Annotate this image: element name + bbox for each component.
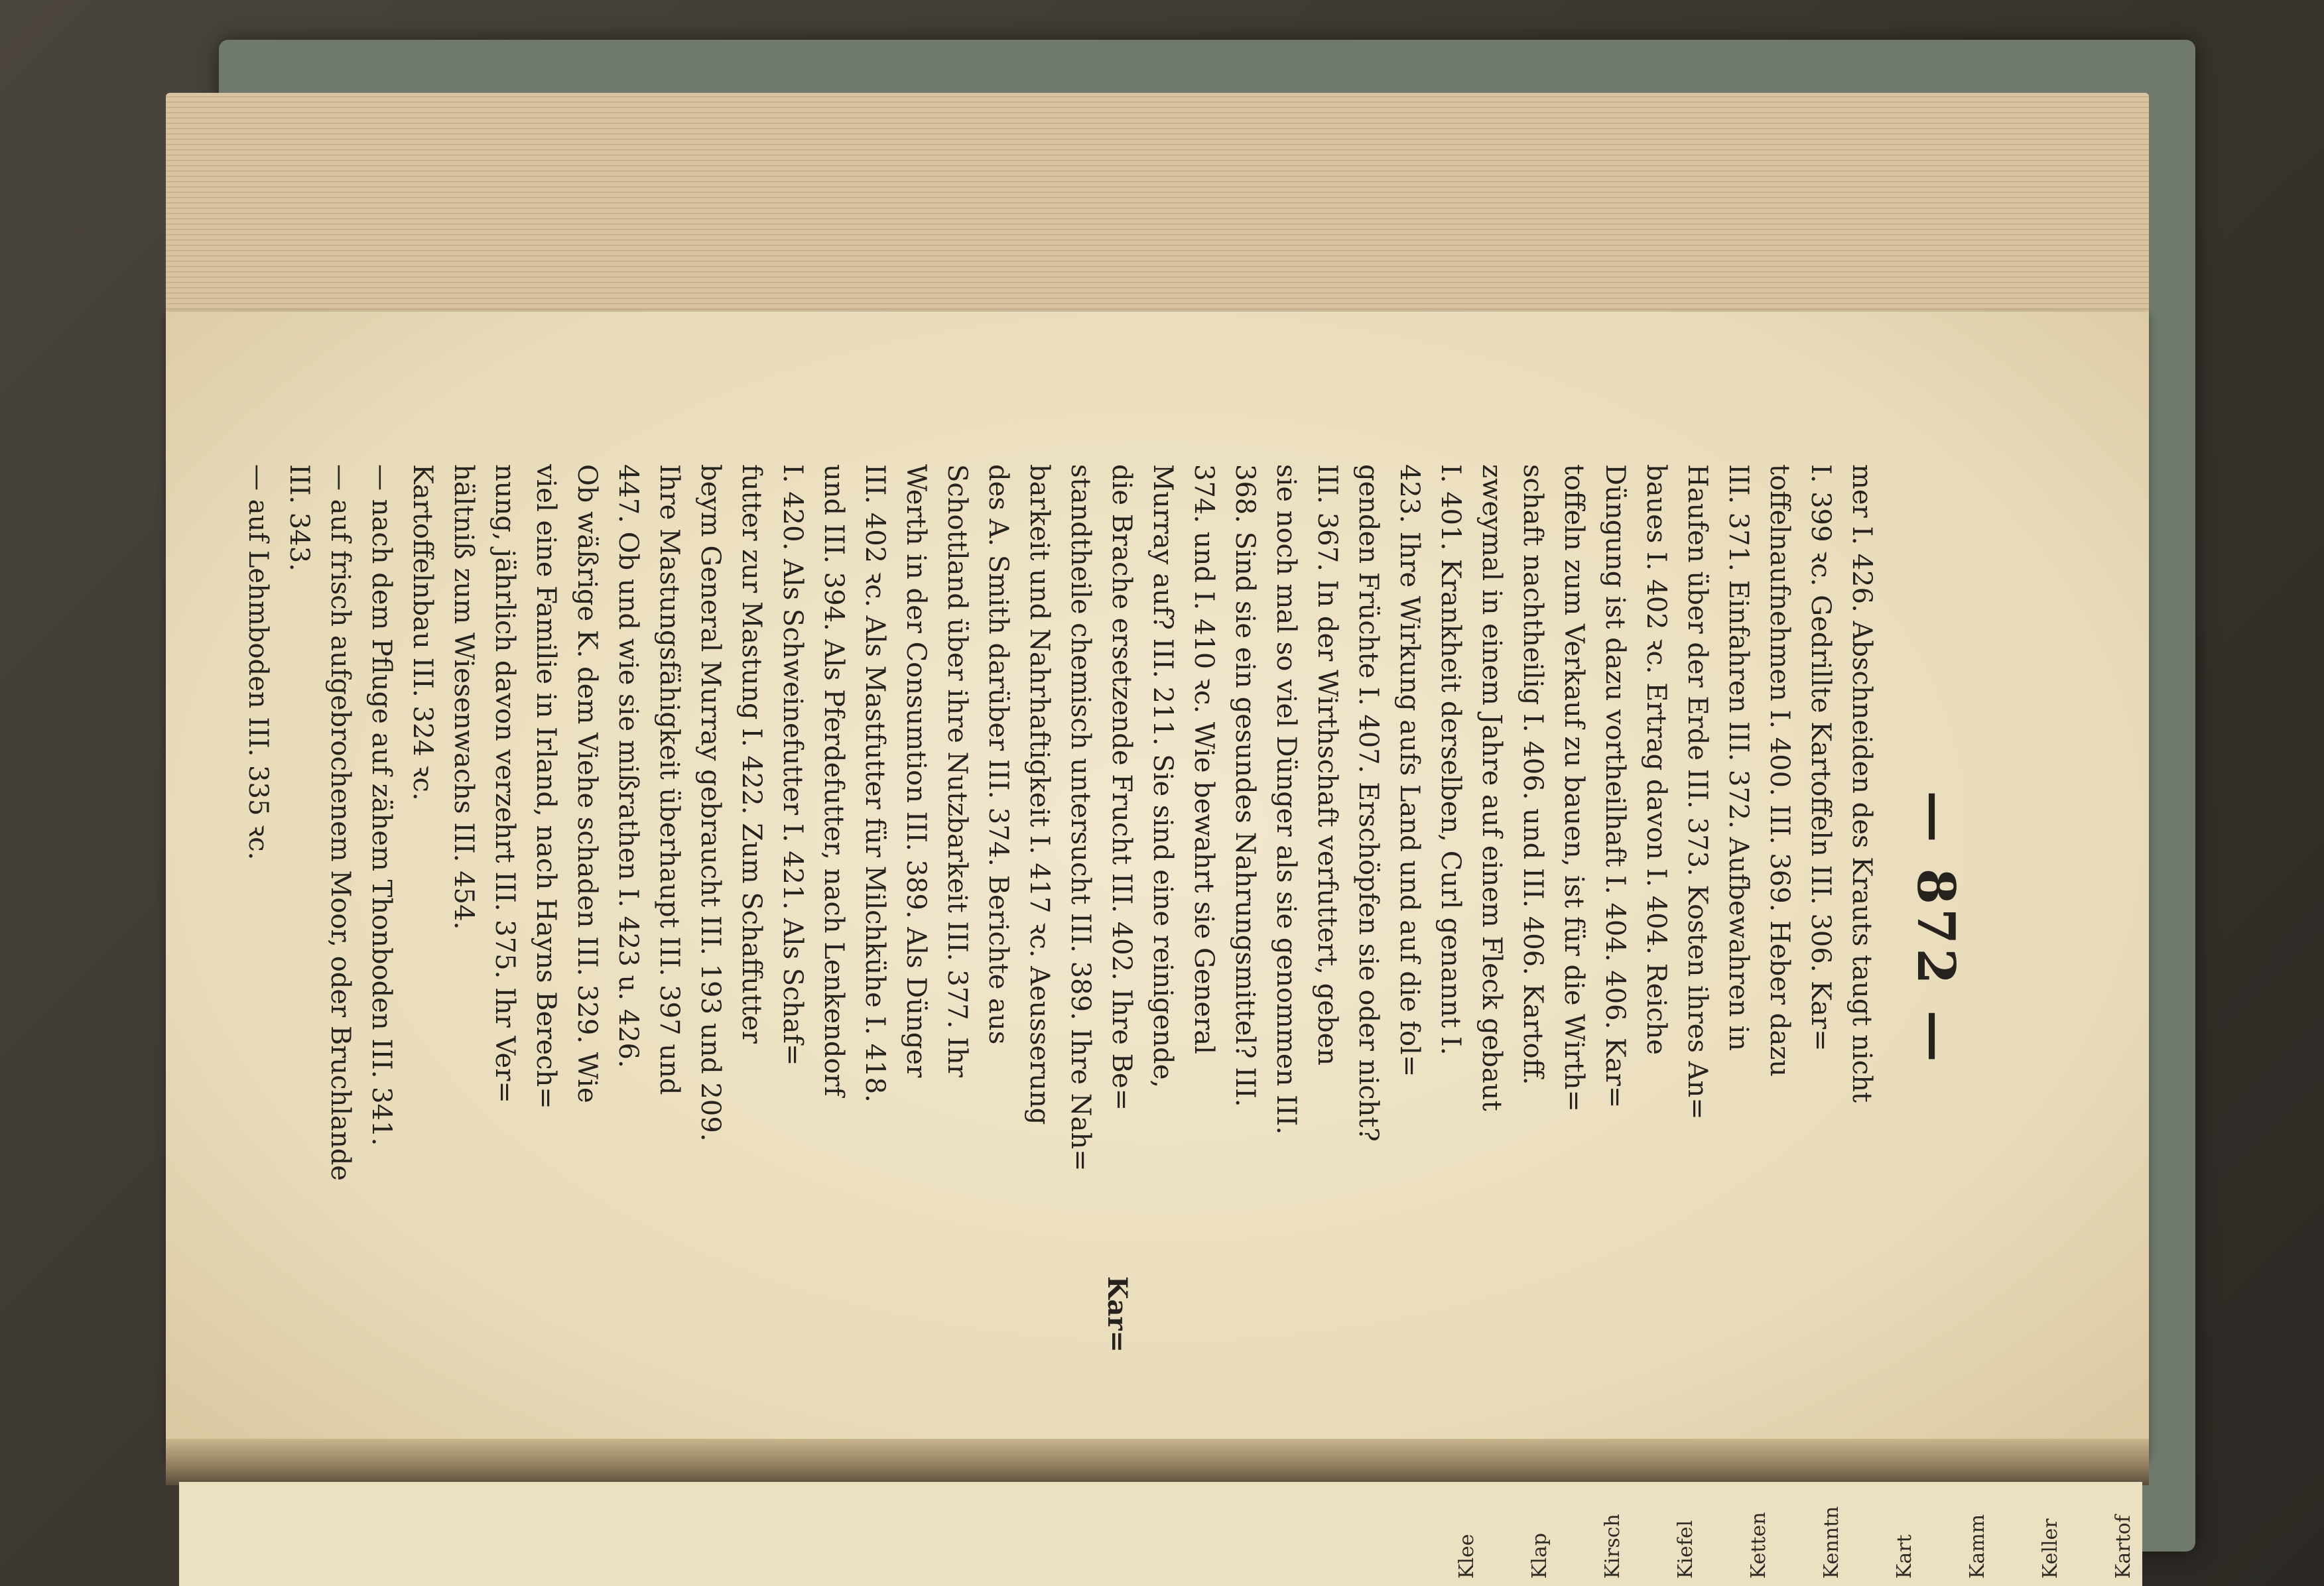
text-line: I. 420. Als Schweinefutter I. 421. Als Schaf= xyxy=(777,464,808,1066)
facing-fragment-text: Klee xyxy=(1455,1534,1478,1579)
page-body xyxy=(237,464,1882,1392)
text-line: Düngung ist dazu vortheilhaft I. 404. 406. Kar= xyxy=(1600,464,1630,1109)
facing-fragment xyxy=(1963,1495,1989,1581)
text-line: 368. Sind sie ein gesundes Nahrungsmittel? III. xyxy=(1230,464,1260,1107)
text-line: beym General Murray gebraucht III. 193 und 209. xyxy=(695,464,726,1142)
facing-fragment xyxy=(2036,1495,2062,1581)
text-line: — auf frisch aufgebrochenem Moor, oder Bruchlande xyxy=(325,464,355,1181)
text-line: I. 401. Krankheit derselben, Curl genannt I. xyxy=(1435,464,1466,1056)
text-line: Ob wäßrige K. dem Viehe schaden III. 329. Wie xyxy=(572,464,602,1103)
facing-fragment xyxy=(1452,1495,1478,1581)
text-line: III. 343. xyxy=(284,464,314,572)
text-line: schaft nachtheilig I. 406. und III. 406. Kartoff. xyxy=(1517,464,1548,1085)
facing-fragment xyxy=(1890,1495,1916,1581)
facing-fragment xyxy=(2109,1495,2135,1581)
book-gutter xyxy=(166,1439,2149,1485)
text-line: 447. Ob und wie sie mißrathen I. 423 u. 426. xyxy=(613,464,643,1068)
facing-fragment-text: Ketten xyxy=(1747,1512,1770,1579)
text-line: und III. 394. Als Pferdefutter, nach Lenkendorf xyxy=(818,464,849,1097)
facing-fragment xyxy=(1525,1495,1551,1581)
text-line: standtheile chemisch untersucht III. 389. Ihre Nah= xyxy=(1065,464,1096,1172)
text-line: toffeln zum Verkauf zu bauen, ist für die Wirth= xyxy=(1559,464,1589,1112)
text-line: Kartoffelnbau III. 324 ꝛc. xyxy=(407,464,438,801)
text-line: des A. Smith darüber III. 374. Berichte aus xyxy=(983,464,1013,1045)
text-line: — auf Lehmboden III. 335 ꝛc. xyxy=(243,464,273,861)
facing-fragment-text: Keller xyxy=(2039,1518,2062,1579)
facing-fragment xyxy=(1598,1495,1624,1581)
text-line: futter zur Mastung I. 422. Zum Schaffutter xyxy=(736,464,767,1044)
text-line: III. 367. In der Wirthschaft verfuttert, geben xyxy=(1312,464,1342,1066)
text-line: 423. Ihre Wirkung aufs Land und auf die fol= xyxy=(1394,464,1425,1077)
text-line: die Brache ersetzende Frucht III. 402. Ihre Be= xyxy=(1106,464,1137,1111)
facing-page xyxy=(179,1482,2142,1586)
text-line: III. 371. Einfahren III. 372. Aufbewahren in xyxy=(1723,464,1754,1052)
facing-fragment-text: Kenntn xyxy=(1820,1506,1843,1579)
text-line: baues I. 402 ꝛc. Ertrag davon I. 404. Reiche xyxy=(1641,464,1671,1055)
page-text-block xyxy=(243,464,1966,1392)
text-line: hältniß zum Wiesenwachs III. 454. xyxy=(448,464,479,930)
text-line: sie noch mal so viel Dünger als sie genommen III. xyxy=(1271,464,1301,1135)
text-line: viel eine Familie in Irland, nach Hayns Berech= xyxy=(531,464,561,1109)
text-line: 374. und I. 410 ꝛc. Wie bewahrt sie General xyxy=(1189,464,1219,1054)
text-line: genden Früchte I. 407. Erschöpfen sie oder nicht? xyxy=(1353,464,1384,1142)
text-line: Werth in der Consumtion III. 389. Als Dünger xyxy=(901,464,931,1078)
facing-fragment xyxy=(1744,1495,1770,1581)
facing-fragment xyxy=(1817,1495,1843,1581)
text-line: Haufen über der Erde III. 373. Kosten ihres An= xyxy=(1682,464,1712,1120)
facing-fragment-text: Kartof xyxy=(2112,1515,2135,1579)
facing-fragment-text: Kamm xyxy=(1966,1514,1989,1579)
text-line: III. 402 ꝛc. Als Mastfutter für Milchkühe I. 418. xyxy=(860,464,890,1103)
facing-fragment xyxy=(1671,1495,1697,1581)
catchword: Kar= xyxy=(1102,1276,1133,1353)
text-line: — nach dem Pfluge auf zähem Thonboden III. 341. xyxy=(366,464,397,1146)
facing-fragment-text: Kirsch xyxy=(1601,1514,1624,1579)
text-line: nung, jährlich davon verzehrt III. 375. Ihr Ver= xyxy=(489,464,520,1103)
page-edges xyxy=(166,93,2149,345)
text-line: Ihre Mastungsfähigkeit überhaupt III. 397 und xyxy=(654,464,684,1095)
facing-fragment-text: Kart xyxy=(1893,1534,1916,1579)
text-line: toffelnaufnehmen I. 400. III. 369. Heber dazu xyxy=(1764,464,1795,1077)
text-line: mer I. 426. Abschneiden des Krauts taugt nicht xyxy=(1846,464,1877,1103)
text-line: I. 399 ꝛc. Gedrillte Kartoffeln III. 306. Kar= xyxy=(1805,464,1836,1052)
text-line: zweymal in einem Jahre auf einem Fleck gebaut xyxy=(1476,464,1507,1111)
facing-fragment-text: Kiefel xyxy=(1674,1520,1697,1579)
text-line: Murray auf? III. 211. Sie sind eine reinigende, xyxy=(1147,464,1178,1089)
text-line: barkeit und Nahrhaftigkeit I. 417 ꝛc. Aeusserung xyxy=(1024,464,1055,1125)
facing-fragment-text: Klap xyxy=(1528,1532,1551,1579)
text-line: Schottland über ihre Nutzbarkeit III. 377. Ihr xyxy=(942,464,972,1077)
page-number-header: — 872 — xyxy=(1905,790,1966,1066)
